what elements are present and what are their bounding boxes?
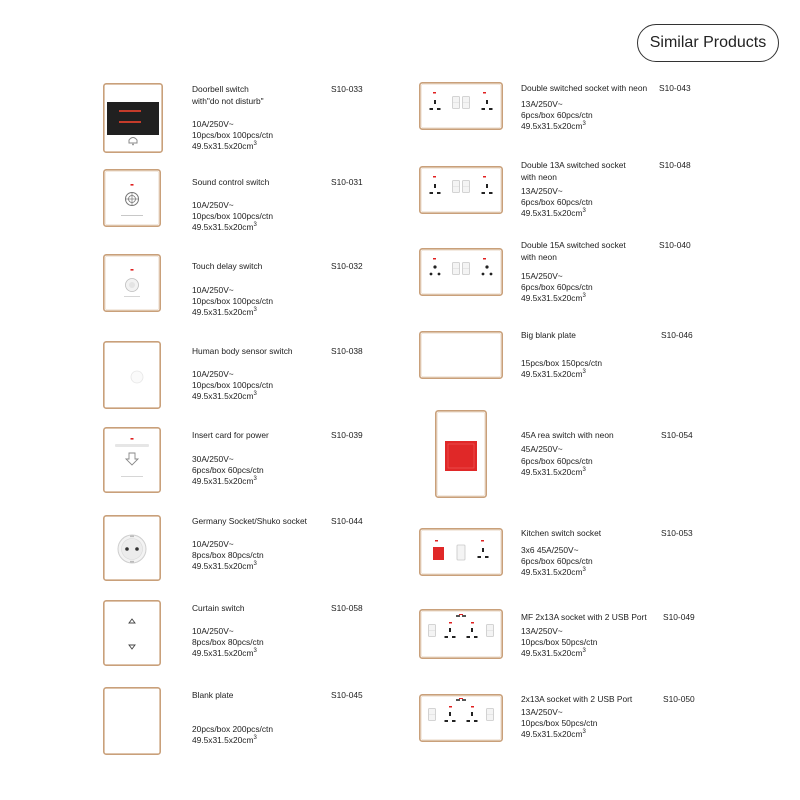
- product-name: Sound control switch: [192, 177, 270, 187]
- product-name: 45A rea switch with neon: [521, 430, 614, 440]
- curtain-switch-icon: [103, 600, 161, 666]
- product-packing: 6pcs/box 60pcs/ctn: [521, 556, 593, 566]
- 45a-switch-icon: [435, 410, 487, 498]
- card-power-switch-icon: [103, 427, 161, 493]
- body-sensor-switch-icon: [103, 341, 161, 409]
- product-subname: with neon: [521, 252, 557, 262]
- product-packing: 6pcs/box 60pcs/ctn: [521, 197, 593, 207]
- product-spec: 13A/250V~: [521, 186, 563, 196]
- product-name: Big blank plate: [521, 330, 576, 340]
- product-packing: 20pcs/box 200pcs/ctn: [192, 724, 274, 734]
- product-code: S10-033: [331, 84, 363, 94]
- touch-delay-switch-icon: [103, 254, 161, 312]
- product-spec: 10A/250V~: [192, 285, 234, 295]
- product-packing: 10pcs/box 100pcs/ctn: [192, 296, 274, 306]
- double-switched-socket-icon: [419, 82, 503, 130]
- product-size: $49.5x31.5x20cm^3$: [521, 208, 586, 218]
- similar-products-button[interactable]: Similar Products: [637, 24, 779, 62]
- product-name: Blank plate: [192, 690, 234, 700]
- product-packing: 10pcs/box 100pcs/ctn: [192, 211, 274, 221]
- schuko-socket-icon: [103, 515, 161, 581]
- product-packing: 6pcs/box 60pcs/ctn: [192, 465, 264, 475]
- product-packing: 10pcs/box 100pcs/ctn: [192, 130, 274, 140]
- product-code: S10-044: [331, 516, 363, 526]
- product-packing: 15pcs/box 150pcs/ctn: [521, 358, 603, 368]
- product-name: Human body sensor switch: [192, 346, 293, 356]
- product-size: $49.5x31.5x20cm^3$: [192, 648, 257, 658]
- double-13a-socket-icon: [419, 166, 503, 214]
- product-code: S10-045: [331, 690, 363, 700]
- product-spec: 10A/250V~: [192, 119, 234, 129]
- product-name: Double 15A switched socket: [521, 240, 626, 250]
- blank-plate-icon: [103, 687, 161, 755]
- product-code: S10-038: [331, 346, 363, 356]
- product-code: S10-050: [663, 694, 695, 704]
- product-size: $49.5x31.5x20cm^3$: [192, 476, 257, 486]
- product-size: $49.5x31.5x20cm^3$: [521, 121, 586, 131]
- kitchen-switch-socket-icon: [419, 528, 503, 576]
- product-packing: 10pcs/box 50pcs/ctn: [521, 718, 598, 728]
- product-spec: 45A/250V~: [521, 444, 563, 454]
- product-code: S10-039: [331, 430, 363, 440]
- product-code: S10-043: [659, 83, 691, 93]
- product-name: Curtain switch: [192, 603, 245, 613]
- big-blank-plate-icon: [419, 331, 503, 379]
- product-spec: 15A/250V~: [521, 271, 563, 281]
- product-name: MF 2x13A socket with 2 USB Port: [521, 612, 647, 622]
- product-size: $49.5x31.5x20cm^3$: [521, 567, 586, 577]
- product-code: S10-058: [331, 603, 363, 613]
- product-packing: 10pcs/box 100pcs/ctn: [192, 380, 274, 390]
- product-size: $49.5x31.5x20cm^3$: [192, 391, 257, 401]
- product-code: S10-048: [659, 160, 691, 170]
- product-spec: 13A/250V~: [521, 626, 563, 636]
- usb-socket-icon: [419, 694, 503, 742]
- product-packing: 8pcs/box 80pcs/ctn: [192, 637, 264, 647]
- product-code: S10-054: [661, 430, 693, 440]
- product-code: S10-053: [661, 528, 693, 538]
- product-packing: 6pcs/box 60pcs/ctn: [521, 282, 593, 292]
- doorbell-switch-icon: [103, 83, 163, 153]
- product-spec: 13A/250V~: [521, 99, 563, 109]
- product-size: $49.5x31.5x20cm^3$: [521, 648, 586, 658]
- product-size: $49.5x31.5x20cm^3$: [192, 222, 257, 232]
- product-spec: 30A/250V~: [192, 454, 234, 464]
- product-size: $49.5x31.5x20cm^3$: [192, 561, 257, 571]
- product-name: Doorbell switch: [192, 84, 249, 94]
- product-spec: 13A/250V~: [521, 707, 563, 717]
- product-name: Germany Socket/Shuko socket: [192, 516, 307, 526]
- product-size: $49.5x31.5x20cm^3$: [192, 307, 257, 317]
- double-15a-socket-icon: [419, 248, 503, 296]
- product-spec: 10A/250V~: [192, 200, 234, 210]
- product-name: Touch delay switch: [192, 261, 263, 271]
- product-code: S10-040: [659, 240, 691, 250]
- product-size: $49.5x31.5x20cm^3$: [192, 141, 257, 151]
- product-spec: 10A/250V~: [192, 539, 234, 549]
- product-packing: 8pcs/box 80pcs/ctn: [192, 550, 264, 560]
- product-size: $49.5x31.5x20cm^3$: [521, 729, 586, 739]
- product-size: $49.5x31.5x20cm^3$: [521, 369, 586, 379]
- product-size: $49.5x31.5x20cm^3$: [521, 293, 586, 303]
- usb-socket-mf-icon: [419, 609, 503, 659]
- product-code: S10-046: [661, 330, 693, 340]
- product-code: S10-049: [663, 612, 695, 622]
- product-packing: 10pcs/box 50pcs/ctn: [521, 637, 598, 647]
- product-packing: 6pcs/box 60pcs/ctn: [521, 456, 593, 466]
- product-packing: 6pcs/box 60pcs/ctn: [521, 110, 593, 120]
- product-subname: with neon: [521, 172, 557, 182]
- product-spec: 10A/250V~: [192, 626, 234, 636]
- sound-control-switch-icon: [103, 169, 161, 227]
- product-name: Insert card for power: [192, 430, 269, 440]
- product-name: Double switched socket with neon: [521, 83, 648, 93]
- product-code: S10-032: [331, 261, 363, 271]
- product-spec: 10A/250V~: [192, 369, 234, 379]
- product-size: $49.5x31.5x20cm^3$: [192, 735, 257, 745]
- product-subname: with"do not disturb": [192, 96, 264, 106]
- product-name: Kitchen switch socket: [521, 528, 602, 538]
- product-spec: 3x6 45A/250V~: [521, 545, 579, 555]
- product-name: 2x13A socket with 2 USB Port: [521, 694, 633, 704]
- product-size: $49.5x31.5x20cm^3$: [521, 467, 586, 477]
- product-code: S10-031: [331, 177, 363, 187]
- product-name: Double 13A switched socket: [521, 160, 626, 170]
